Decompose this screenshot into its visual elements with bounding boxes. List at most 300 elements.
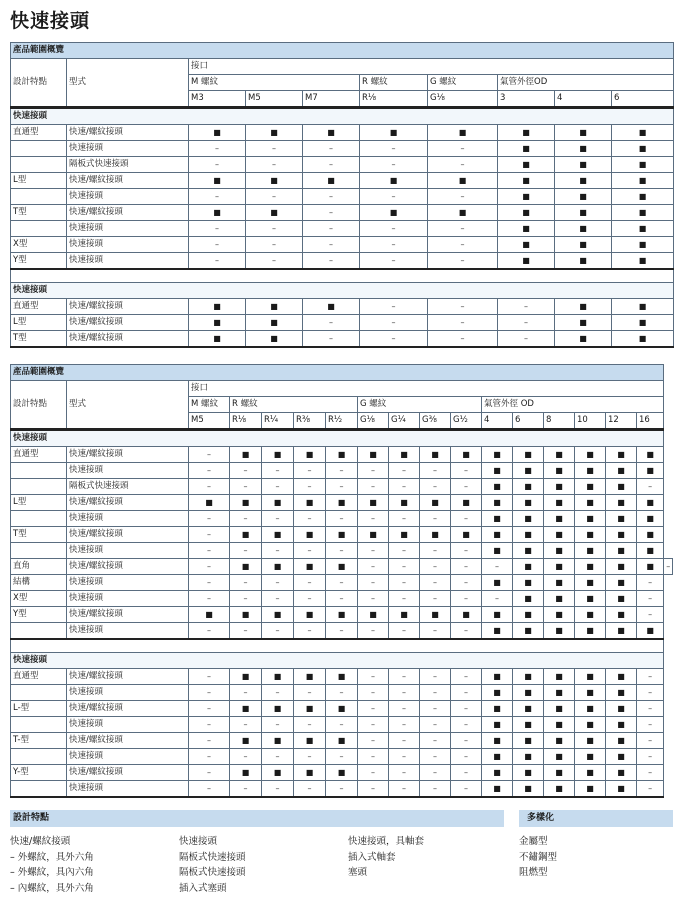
availability-mark: ■ xyxy=(230,527,262,543)
feature-item: – 外螺紋，具內六角 xyxy=(10,867,94,878)
not-available-mark: – xyxy=(389,765,420,781)
availability-mark: ■ xyxy=(498,141,555,157)
not-available-mark: – xyxy=(303,331,360,348)
availability-mark: ■ xyxy=(544,543,575,559)
availability-mark: ■ xyxy=(544,463,575,479)
table-row xyxy=(11,205,674,221)
design-cell: T型 xyxy=(11,331,67,348)
table-row xyxy=(11,575,673,591)
table-row xyxy=(11,765,673,781)
not-available-mark: – xyxy=(189,447,230,463)
not-available-mark: – xyxy=(303,141,360,157)
availability-mark: ■ xyxy=(189,315,246,331)
availability-mark: ■ xyxy=(451,607,482,623)
availability-mark: ■ xyxy=(575,591,606,607)
section-title: 快速接頭 xyxy=(11,108,674,125)
not-available-mark: – xyxy=(294,717,326,733)
not-available-mark: – xyxy=(358,701,389,717)
availability-mark: ■ xyxy=(544,527,575,543)
not-available-mark: – xyxy=(326,543,358,559)
availability-mark: ■ xyxy=(230,607,262,623)
availability-mark: ■ xyxy=(294,669,326,685)
section-spacer xyxy=(11,639,664,653)
size-header: M5 xyxy=(189,413,230,430)
type-cell: 快速/螺紋接頭 xyxy=(67,701,189,717)
availability-mark: ■ xyxy=(246,299,303,315)
table-row xyxy=(11,447,673,463)
type-cell: 快速/螺紋接頭 xyxy=(67,559,189,575)
size-header: 6 xyxy=(513,413,544,430)
availability-mark: ■ xyxy=(606,781,637,798)
not-available-mark: – xyxy=(420,669,451,685)
not-available-mark: – xyxy=(230,781,262,798)
availability-mark: ■ xyxy=(358,607,389,623)
availability-mark: ■ xyxy=(498,189,555,205)
availability-mark: ■ xyxy=(189,205,246,221)
not-available-mark: – xyxy=(326,717,358,733)
availability-mark: ■ xyxy=(637,527,664,543)
type-cell: 快速/螺紋接頭 xyxy=(67,527,189,543)
availability-mark: ■ xyxy=(544,495,575,511)
availability-mark: ■ xyxy=(544,559,575,575)
availability-mark: ■ xyxy=(498,157,555,173)
size-header: R½ xyxy=(326,413,358,430)
table-row xyxy=(11,221,674,237)
availability-mark: ■ xyxy=(230,447,262,463)
availability-mark: ■ xyxy=(612,141,674,157)
variety-item: 阻燃型 xyxy=(519,867,548,878)
availability-mark: ■ xyxy=(544,623,575,640)
not-available-mark: – xyxy=(189,733,230,749)
feature-item: 隔板式快速接頭 xyxy=(179,851,246,863)
not-available-mark: – xyxy=(230,511,262,527)
availability-mark: ■ xyxy=(482,717,513,733)
availability-mark: ■ xyxy=(262,527,294,543)
not-available-mark: – xyxy=(451,511,482,527)
type-cell: 快速接頭 xyxy=(67,221,189,237)
not-available-mark: – xyxy=(358,733,389,749)
availability-mark: ■ xyxy=(294,733,326,749)
not-available-mark: – xyxy=(451,781,482,798)
availability-mark: ■ xyxy=(498,221,555,237)
not-available-mark: – xyxy=(189,237,246,253)
availability-mark: ■ xyxy=(513,447,544,463)
design-cell xyxy=(11,479,67,495)
availability-mark: ■ xyxy=(575,607,606,623)
type-cell: 快速接頭 xyxy=(67,781,189,798)
table-row xyxy=(11,685,673,701)
size-header: 6 xyxy=(612,91,674,108)
page-title: 快速接頭 xyxy=(10,10,91,32)
type-cell: 快速/螺紋接頭 xyxy=(67,299,189,315)
not-available-mark: – xyxy=(420,749,451,765)
availability-mark: ■ xyxy=(294,559,326,575)
availability-mark: ■ xyxy=(513,717,544,733)
not-available-mark: – xyxy=(389,781,420,798)
availability-mark: ■ xyxy=(303,173,360,189)
availability-mark: ■ xyxy=(230,669,262,685)
not-available-mark: – xyxy=(358,749,389,765)
not-available-mark: – xyxy=(420,543,451,559)
availability-mark: ■ xyxy=(606,543,637,559)
not-available-mark: – xyxy=(358,479,389,495)
not-available-mark: – xyxy=(262,575,294,591)
availability-mark: ■ xyxy=(498,237,555,253)
not-available-mark: – xyxy=(637,607,664,623)
not-available-mark: – xyxy=(637,701,664,717)
availability-mark: ■ xyxy=(606,591,637,607)
availability-mark: ■ xyxy=(637,495,664,511)
not-available-mark: – xyxy=(189,141,246,157)
not-available-mark: – xyxy=(230,479,262,495)
variety-item: 金屬型 xyxy=(519,836,548,847)
availability-mark: ■ xyxy=(606,669,637,685)
type-cell: 快速/螺紋接頭 xyxy=(67,125,189,141)
not-available-mark: – xyxy=(294,749,326,765)
not-available-mark: – xyxy=(428,221,498,237)
not-available-mark: – xyxy=(294,575,326,591)
availability-mark: ■ xyxy=(189,607,230,623)
design-cell xyxy=(11,221,67,237)
design-cell: L型 xyxy=(11,315,67,331)
availability-mark: ■ xyxy=(482,607,513,623)
features-col-3 xyxy=(348,834,424,881)
table-row xyxy=(11,315,674,331)
type-cell: 快速/螺紋接頭 xyxy=(67,447,189,463)
availability-mark: ■ xyxy=(555,157,612,173)
availability-mark: ■ xyxy=(326,765,358,781)
availability-mark: ■ xyxy=(606,447,637,463)
not-available-mark: – xyxy=(230,463,262,479)
table-row xyxy=(11,125,674,141)
availability-mark: ■ xyxy=(482,527,513,543)
not-available-mark: – xyxy=(326,591,358,607)
design-cell: T-型 xyxy=(11,733,67,749)
not-available-mark: – xyxy=(637,575,664,591)
thread-group-header: M 螺紋 xyxy=(189,75,360,91)
availability-mark: ■ xyxy=(544,701,575,717)
availability-mark: ■ xyxy=(637,511,664,527)
type-cell: 快速接頭 xyxy=(67,511,189,527)
feature-item: 隔板式快速接頭 xyxy=(179,867,246,878)
size-header: 4 xyxy=(555,91,612,108)
availability-mark: ■ xyxy=(513,685,544,701)
not-available-mark: – xyxy=(420,559,451,575)
not-available-mark: – xyxy=(189,543,230,559)
not-available-mark: – xyxy=(637,765,664,781)
table-row xyxy=(11,623,673,640)
section-title: 快速接頭 xyxy=(11,653,664,669)
table-row xyxy=(11,733,673,749)
availability-mark: ■ xyxy=(451,447,482,463)
not-available-mark: – xyxy=(451,463,482,479)
not-available-mark: – xyxy=(303,253,360,270)
type-cell: 快速/螺紋接頭 xyxy=(67,765,189,781)
availability-mark: ■ xyxy=(482,575,513,591)
not-available-mark: – xyxy=(358,559,389,575)
not-available-mark: – xyxy=(389,623,420,640)
availability-mark: ■ xyxy=(482,733,513,749)
not-available-mark: – xyxy=(303,315,360,331)
not-available-mark: – xyxy=(358,511,389,527)
type-cell: 快速接頭 xyxy=(67,463,189,479)
not-available-mark: – xyxy=(389,511,420,527)
availability-mark: ■ xyxy=(575,765,606,781)
design-cell xyxy=(11,749,67,765)
type-cell: 快速接頭 xyxy=(67,623,189,640)
not-available-mark: – xyxy=(389,575,420,591)
availability-mark: ■ xyxy=(230,559,262,575)
not-available-mark: – xyxy=(420,575,451,591)
not-available-mark: – xyxy=(358,685,389,701)
design-cell: L-型 xyxy=(11,701,67,717)
thread-group-header: R 螺紋 xyxy=(360,75,428,91)
not-available-mark: – xyxy=(389,749,420,765)
availability-mark: ■ xyxy=(612,331,674,348)
not-available-mark: – xyxy=(262,463,294,479)
not-available-mark: – xyxy=(451,623,482,640)
availability-mark: ■ xyxy=(262,559,294,575)
availability-mark: ■ xyxy=(230,495,262,511)
not-available-mark: – xyxy=(230,623,262,640)
table-row xyxy=(11,527,673,543)
availability-mark: ■ xyxy=(544,733,575,749)
not-available-mark: – xyxy=(420,765,451,781)
availability-mark: ■ xyxy=(294,527,326,543)
availability-mark: ■ xyxy=(606,701,637,717)
not-available-mark: – xyxy=(326,781,358,798)
design-cell xyxy=(11,781,67,798)
size-header: 16 xyxy=(637,413,664,430)
not-available-mark: – xyxy=(451,733,482,749)
design-cell xyxy=(11,511,67,527)
not-available-mark: – xyxy=(451,685,482,701)
port-header: 接口 xyxy=(189,59,674,75)
availability-mark: ■ xyxy=(420,527,451,543)
not-available-mark: – xyxy=(451,701,482,717)
not-available-mark: – xyxy=(358,669,389,685)
availability-mark: ■ xyxy=(326,495,358,511)
size-header: G⅜ xyxy=(420,413,451,430)
availability-mark: ■ xyxy=(482,495,513,511)
not-available-mark: – xyxy=(326,511,358,527)
table-row xyxy=(11,749,673,765)
availability-mark: ■ xyxy=(575,781,606,798)
availability-mark: ■ xyxy=(482,781,513,798)
not-available-mark: – xyxy=(451,669,482,685)
availability-mark: ■ xyxy=(482,543,513,559)
table-row xyxy=(11,701,673,717)
availability-mark: ■ xyxy=(482,669,513,685)
not-available-mark: – xyxy=(262,623,294,640)
table-row xyxy=(11,141,674,157)
not-available-mark: – xyxy=(428,331,498,348)
availability-mark: ■ xyxy=(612,299,674,315)
availability-mark: ■ xyxy=(326,559,358,575)
not-available-mark: – xyxy=(303,189,360,205)
not-available-mark: – xyxy=(326,685,358,701)
availability-mark: ■ xyxy=(544,749,575,765)
not-available-mark: – xyxy=(482,559,513,575)
availability-mark: ■ xyxy=(358,495,389,511)
availability-mark: ■ xyxy=(544,447,575,463)
availability-mark: ■ xyxy=(294,495,326,511)
availability-mark: ■ xyxy=(637,623,664,640)
availability-mark: ■ xyxy=(544,479,575,495)
not-available-mark: – xyxy=(664,559,673,575)
availability-mark: ■ xyxy=(189,299,246,315)
design-cell xyxy=(11,685,67,701)
not-available-mark: – xyxy=(303,205,360,221)
availability-mark: ■ xyxy=(189,125,246,141)
not-available-mark: – xyxy=(303,237,360,253)
not-available-mark: – xyxy=(230,543,262,559)
not-available-mark: – xyxy=(326,575,358,591)
feature-item: 插入式軸套 xyxy=(348,851,396,863)
type-cell: 快速/螺紋接頭 xyxy=(67,607,189,623)
not-available-mark: – xyxy=(230,717,262,733)
availability-mark: ■ xyxy=(606,527,637,543)
availability-mark: ■ xyxy=(498,253,555,270)
availability-mark: ■ xyxy=(262,765,294,781)
availability-mark: ■ xyxy=(360,205,428,221)
not-available-mark: – xyxy=(358,543,389,559)
availability-mark: ■ xyxy=(612,173,674,189)
availability-mark: ■ xyxy=(326,527,358,543)
availability-mark: ■ xyxy=(544,511,575,527)
availability-mark: ■ xyxy=(513,591,544,607)
design-cell: L型 xyxy=(11,173,67,189)
type-cell: 快速接頭 xyxy=(67,591,189,607)
not-available-mark: – xyxy=(294,591,326,607)
design-cell xyxy=(11,717,67,733)
feature-item: 快速接頭 xyxy=(179,836,218,847)
not-available-mark: – xyxy=(389,733,420,749)
not-available-mark: – xyxy=(451,479,482,495)
availability-mark: ■ xyxy=(555,173,612,189)
availability-mark: ■ xyxy=(575,495,606,511)
availability-mark: ■ xyxy=(606,559,637,575)
design-cell: 結構 xyxy=(11,575,67,591)
not-available-mark: – xyxy=(358,765,389,781)
not-available-mark: – xyxy=(420,511,451,527)
type-cell: 快速/螺紋接頭 xyxy=(67,205,189,221)
availability-mark: ■ xyxy=(513,607,544,623)
features-col-2 xyxy=(179,834,246,896)
type-cell: 快速/螺紋接頭 xyxy=(67,669,189,685)
not-available-mark: – xyxy=(360,299,428,315)
design-cell: Y-型 xyxy=(11,765,67,781)
size-header: G½ xyxy=(451,413,482,430)
thread-group-header: M 螺紋 xyxy=(189,397,230,413)
type-cell: 隔板式快速接頭 xyxy=(67,479,189,495)
not-available-mark: – xyxy=(189,591,230,607)
table-caption: 產品範圍概覽 xyxy=(11,365,664,381)
size-header: 10 xyxy=(575,413,606,430)
thread-group-header: G 螺紋 xyxy=(358,397,482,413)
availability-mark: ■ xyxy=(555,237,612,253)
not-available-mark: – xyxy=(262,543,294,559)
availability-mark: ■ xyxy=(544,765,575,781)
not-available-mark: – xyxy=(326,479,358,495)
design-cell xyxy=(11,463,67,479)
not-available-mark: – xyxy=(294,685,326,701)
not-available-mark: – xyxy=(262,511,294,527)
not-available-mark: – xyxy=(637,685,664,701)
size-header: G⅛ xyxy=(428,91,498,108)
feature-item: 插入式塞頭 xyxy=(179,882,227,894)
design-features-heading: 設計特點 xyxy=(10,810,504,827)
not-available-mark: – xyxy=(358,591,389,607)
not-available-mark: – xyxy=(428,157,498,173)
not-available-mark: – xyxy=(498,315,555,331)
availability-mark: ■ xyxy=(303,299,360,315)
availability-mark: ■ xyxy=(575,701,606,717)
availability-mark: ■ xyxy=(555,189,612,205)
table-row xyxy=(11,463,673,479)
availability-mark: ■ xyxy=(326,733,358,749)
product-range-table-2 xyxy=(10,364,673,798)
not-available-mark: – xyxy=(389,463,420,479)
not-available-mark: – xyxy=(326,623,358,640)
availability-mark: ■ xyxy=(428,125,498,141)
variety-item: 不鏽鋼型 xyxy=(519,851,558,863)
not-available-mark: – xyxy=(451,765,482,781)
design-cell xyxy=(11,623,67,640)
not-available-mark: – xyxy=(230,575,262,591)
not-available-mark: – xyxy=(189,717,230,733)
not-available-mark: – xyxy=(360,157,428,173)
availability-mark: ■ xyxy=(246,125,303,141)
availability-mark: ■ xyxy=(389,495,420,511)
not-available-mark: – xyxy=(389,559,420,575)
availability-mark: ■ xyxy=(498,125,555,141)
not-available-mark: – xyxy=(637,669,664,685)
design-cell: L型 xyxy=(11,495,67,511)
not-available-mark: – xyxy=(420,591,451,607)
not-available-mark: – xyxy=(482,591,513,607)
availability-mark: ■ xyxy=(606,495,637,511)
not-available-mark: – xyxy=(294,511,326,527)
availability-mark: ■ xyxy=(513,479,544,495)
availability-mark: ■ xyxy=(262,607,294,623)
availability-mark: ■ xyxy=(606,575,637,591)
type-header: 型式 xyxy=(67,59,189,108)
type-cell: 快速/螺紋接頭 xyxy=(67,331,189,348)
not-available-mark: – xyxy=(360,189,428,205)
availability-mark: ■ xyxy=(612,315,674,331)
variety-list xyxy=(519,834,557,881)
availability-mark: ■ xyxy=(482,685,513,701)
table-caption: 產品範圍概覽 xyxy=(11,43,674,59)
type-cell: 隔板式快速接頭 xyxy=(67,157,189,173)
not-available-mark: – xyxy=(428,299,498,315)
not-available-mark: – xyxy=(189,685,230,701)
availability-mark: ■ xyxy=(637,559,664,575)
availability-mark: ■ xyxy=(230,701,262,717)
availability-mark: ■ xyxy=(606,479,637,495)
availability-mark: ■ xyxy=(555,205,612,221)
not-available-mark: – xyxy=(262,591,294,607)
type-cell: 快速/螺紋接頭 xyxy=(67,733,189,749)
not-available-mark: – xyxy=(326,463,358,479)
not-available-mark: – xyxy=(189,623,230,640)
availability-mark: ■ xyxy=(482,749,513,765)
availability-mark: ■ xyxy=(246,205,303,221)
availability-mark: ■ xyxy=(575,559,606,575)
availability-mark: ■ xyxy=(189,173,246,189)
not-available-mark: – xyxy=(358,575,389,591)
